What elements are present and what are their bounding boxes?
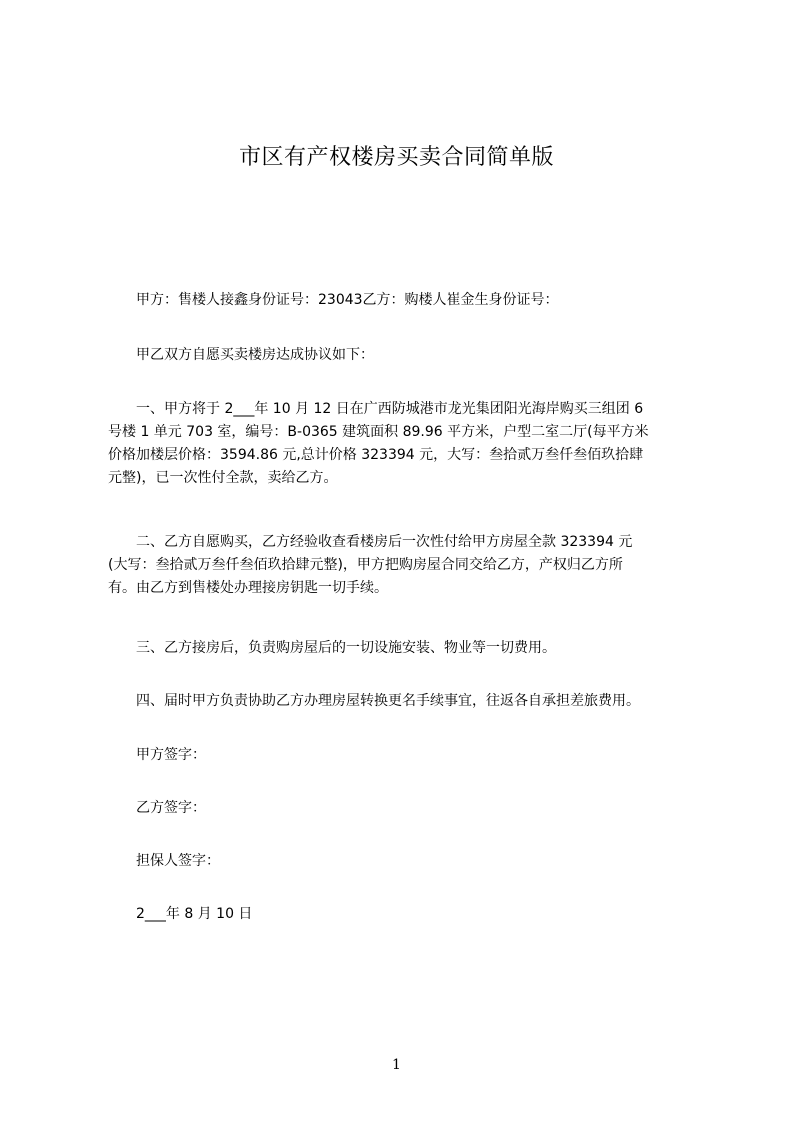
intro-paragraph: 甲乙双方自愿买卖楼房达成协议如下：	[136, 347, 374, 363]
clause-3-paragraph: 三、乙方接房后，负责购房屋后的一切设施安装、物业等一切费用。	[136, 640, 556, 656]
guarantor-signature: 担保人签字：	[136, 853, 220, 869]
clause-1-line-4: 元整)，已一次性付全款，卖给乙方。	[108, 470, 338, 486]
party-b-signature: 乙方签字：	[136, 800, 206, 816]
clause-1-line-1: 一、甲方将于 2___年 10 月 12 日在广西防城港市龙光集团阳光海岸购买三组团 6	[136, 401, 644, 417]
clause-1-paragraph	[108, 398, 708, 490]
parties-paragraph	[108, 289, 736, 312]
clause-4-paragraph: 四、届时甲方负责协助乙方办理房屋转换更名手续事宜，往返各自承担差旅费用。	[136, 693, 640, 709]
clause-2-line-2: (大写：叁拾贰万叁仟叁佰玖拾肆元整)，甲方把购房屋合同交给乙方，产权归乙方所	[108, 557, 623, 573]
clause-2-line-1: 二、乙方自愿购买，乙方经验收查看楼房后一次性付给甲方房屋全款 323394 元	[136, 534, 633, 550]
clause-1-line-2: 号楼 1 单元 703 室，编号：B-0365 建筑面积 89.96 平方米，户型二室二厅(每平方米	[108, 424, 649, 440]
document-title: 市区有产权楼房买卖合同简单版	[238, 145, 554, 170]
clause-2-line-3: 有。由乙方到售楼处办理接房钥匙一切手续。	[108, 580, 388, 596]
page-number: 1	[392, 1057, 401, 1073]
clause-1-line-3: 价格加楼层价格：3594.86 元,总计价格 323394 元，大写：叁拾贰万叁仟叁佰玖拾肆	[108, 447, 644, 463]
party-a-info: 甲方：售楼人接鑫身份证号：23043	[136, 292, 363, 308]
party-b-info: 乙方：购楼人崔金生身份证号：	[362, 292, 559, 308]
party-a-signature: 甲方签字：	[136, 747, 206, 763]
clause-2-paragraph	[108, 531, 708, 600]
contract-date: 2___年 8 月 10 日	[136, 906, 253, 922]
